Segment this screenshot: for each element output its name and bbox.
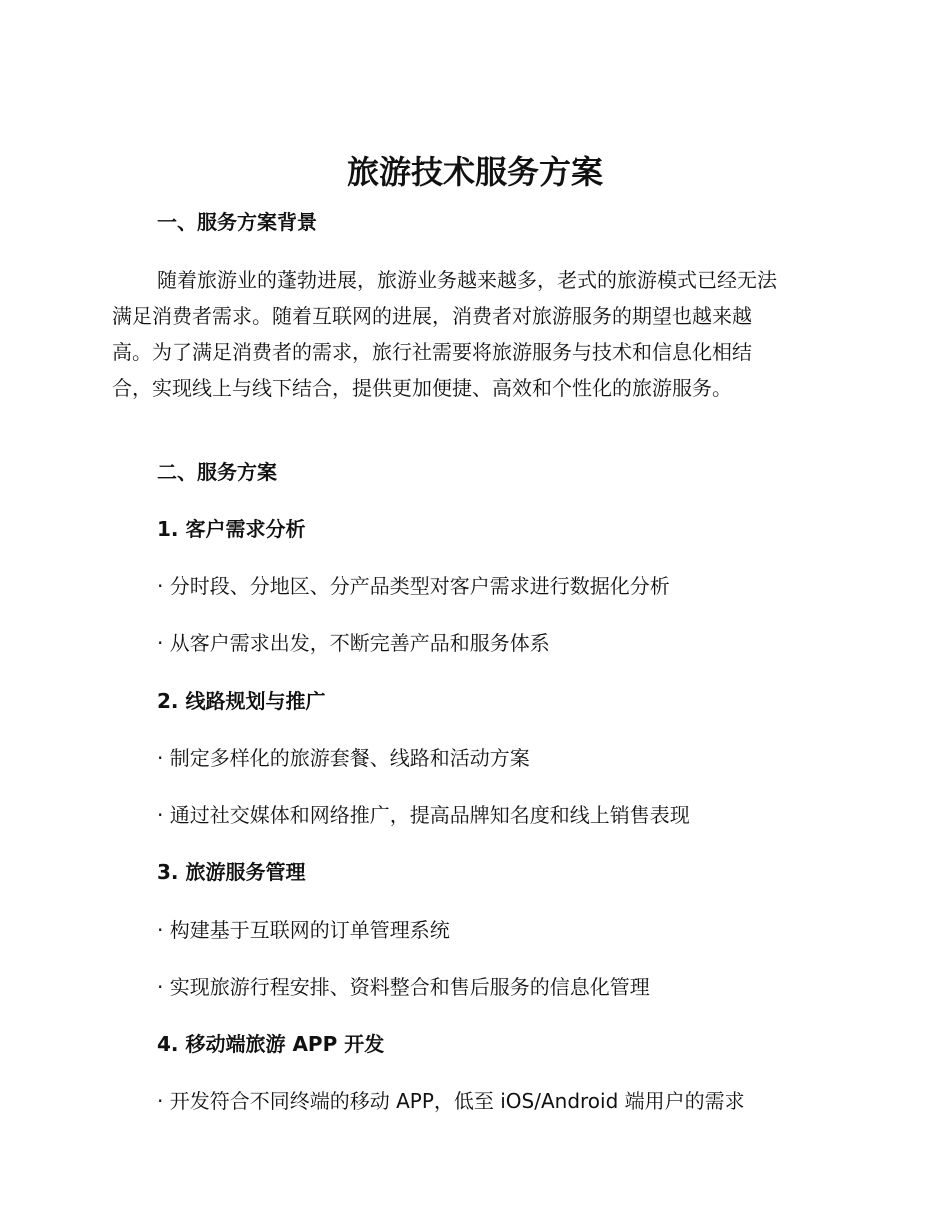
paragraph-line: 高。为了满足消费者的需求，旅行社需要将旅游服务与技术和信息化相结 xyxy=(112,340,752,364)
subsection-heading-customer-needs: 1. 客户需求分析 xyxy=(157,517,306,541)
bullet-item: · 实现旅游行程安排、资料整合和售后服务的信息化管理 xyxy=(157,975,650,999)
paragraph-line: 合，实现线上与线下结合，提供更加便捷、高效和个性化的旅游服务。 xyxy=(112,376,732,400)
bullet-item: · 分时段、分地区、分产品类型对客户需求进行数据化分析 xyxy=(157,574,670,598)
subsection-heading-service-management: 3. 旅游服务管理 xyxy=(157,860,306,884)
document-title: 旅游技术服务方案 xyxy=(346,153,603,191)
paragraph-line: 随着旅游业的蓬勃进展，旅游业务越来越多，老式的旅游模式已经无法 xyxy=(157,268,777,292)
bullet-item: · 开发符合不同终端的移动 APP，低至 iOS/Android 端用户的需求 xyxy=(157,1089,745,1113)
paragraph-line: 满足消费者需求。随着互联网的进展，消费者对旅游服务的期望也越来越 xyxy=(112,304,752,328)
subsection-heading-mobile-app: 4. 移动端旅游 APP 开发 xyxy=(157,1032,385,1056)
section-heading-background: 一、服务方案背景 xyxy=(157,210,317,234)
bullet-item: · 制定多样化的旅游套餐、线路和活动方案 xyxy=(157,746,530,770)
section-heading-plan: 二、服务方案 xyxy=(157,460,277,484)
bullet-item: · 构建基于互联网的订单管理系统 xyxy=(157,918,450,942)
bullet-item: · 通过社交媒体和网络推广，提高品牌知名度和线上销售表现 xyxy=(157,803,690,827)
background-paragraph xyxy=(112,262,837,406)
subsection-heading-route-planning: 2. 线路规划与推广 xyxy=(157,689,326,713)
bullet-item: · 从客户需求出发，不断完善产品和服务体系 xyxy=(157,631,550,655)
